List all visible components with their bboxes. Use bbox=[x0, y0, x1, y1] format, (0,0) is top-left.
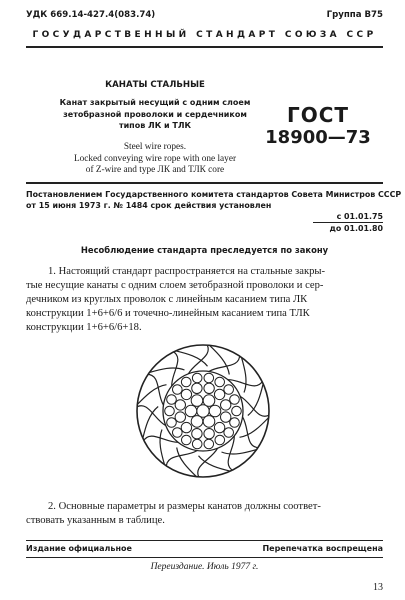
core-wire bbox=[181, 389, 191, 399]
paragraph-line: 1. Настоящий стандарт распространяется на стальные закры- bbox=[48, 266, 326, 277]
paragraph-line: ствовать указанным в таблице. bbox=[26, 515, 165, 526]
footer-rule-bottom bbox=[26, 557, 383, 558]
validity-divider bbox=[313, 222, 383, 223]
core-wire bbox=[224, 385, 234, 395]
z-wire-outline bbox=[207, 343, 229, 374]
core-wire bbox=[230, 418, 240, 428]
core-wire bbox=[175, 400, 185, 410]
decree-text bbox=[26, 190, 402, 211]
core-wire bbox=[192, 373, 202, 383]
core-wire bbox=[204, 383, 214, 393]
group-code: Группа В75 bbox=[326, 10, 383, 20]
core-wire bbox=[214, 422, 224, 432]
subtitle-en-line: Locked conveying wire rope with one layer bbox=[73, 153, 237, 164]
core-wire bbox=[175, 412, 185, 422]
validity-to: до 01.01.80 bbox=[329, 224, 383, 233]
reprint-prohibited: Перепечатка воспрещена bbox=[262, 544, 383, 553]
standard-title: КАНАТЫ СТАЛЬНЫЕ bbox=[105, 80, 205, 90]
core-wire bbox=[203, 416, 215, 428]
core-wire bbox=[221, 400, 231, 410]
reprint-note: Переиздание. Июль 1977 г. bbox=[150, 562, 259, 572]
standard-banner: ГОСУДАРСТВЕННЫЙ СТАНДАРТ СОЮЗА ССР bbox=[32, 30, 377, 40]
core-wire bbox=[192, 439, 202, 449]
core-wire bbox=[204, 429, 214, 439]
title-block-rule bbox=[26, 182, 383, 184]
core-wire bbox=[221, 412, 231, 422]
core-wire bbox=[191, 416, 203, 428]
core-wire bbox=[192, 429, 202, 439]
paragraph-parameters bbox=[26, 500, 383, 528]
core-wire bbox=[173, 428, 183, 438]
core-wire bbox=[191, 395, 203, 407]
decree-line: Постановлением Государственного комитета стандартов Совета Министров СССР bbox=[26, 190, 402, 199]
core-wire bbox=[173, 385, 183, 395]
z-wire-outline bbox=[135, 385, 166, 407]
rope-cross-section bbox=[132, 340, 274, 482]
core-wire bbox=[167, 395, 177, 405]
core-wire bbox=[232, 406, 242, 416]
standard-subtitle-ru bbox=[56, 97, 254, 132]
edition-label: Издание официальное bbox=[26, 544, 132, 553]
core-wire bbox=[215, 377, 225, 387]
paragraph-line: конструкции 1+6+6/6 и точечно-линейным касанием типа ТЛК bbox=[26, 308, 310, 319]
core-wire bbox=[192, 383, 202, 393]
standard-subtitle-en bbox=[44, 142, 266, 177]
core-wire bbox=[167, 418, 177, 428]
subtitle-ru-line: зетобразной проволоки и сердечником bbox=[63, 109, 247, 119]
legal-warning: Несоблюдение стандарта преследуется по закону bbox=[80, 245, 329, 255]
validity-from: с 01.01.75 bbox=[336, 212, 383, 221]
title-en-line: Steel wire ropes. bbox=[123, 142, 187, 152]
gost-label: ГОСТ bbox=[286, 103, 350, 127]
core-wire bbox=[214, 389, 224, 399]
paragraph-line: тые несущие канаты с одним слоем зетобразной проволоки и сер- bbox=[26, 280, 324, 291]
subtitle-en-line: of Z-wire and type ЛК and ТЛК core bbox=[85, 165, 225, 175]
paragraph-scope bbox=[26, 265, 383, 335]
core-wire bbox=[185, 405, 197, 417]
core-wire bbox=[209, 405, 221, 417]
core-wire bbox=[181, 377, 191, 387]
subtitle-ru-line: Канат закрытый несущий с одним слоем bbox=[59, 98, 251, 107]
paragraph-line: дечником из круглых проволок с линейным касанием типа ЛК bbox=[26, 294, 308, 305]
z-wire-outline bbox=[177, 448, 199, 479]
subtitle-ru-line: типов ЛК и ТЛК bbox=[118, 121, 192, 130]
core-wire bbox=[204, 373, 214, 383]
footer-rule bbox=[26, 540, 383, 541]
core-wire bbox=[203, 395, 215, 407]
paragraph-line: конструкции 1+6+6/6+18. bbox=[26, 322, 142, 333]
core-wire bbox=[165, 406, 175, 416]
paragraph-line: 2. Основные параметры и размеры канатов должны соответ- bbox=[48, 501, 321, 512]
udk-code: УДК 669.14-427.4(083.74) bbox=[26, 10, 156, 20]
core-wire bbox=[204, 439, 214, 449]
decree-line: от 15 июня 1973 г. № 1484 срок действия установлен bbox=[26, 200, 272, 210]
header-rule bbox=[26, 46, 383, 48]
core-wire bbox=[215, 435, 225, 445]
core-wire bbox=[182, 435, 192, 445]
core-wire bbox=[224, 428, 234, 438]
core-wire bbox=[181, 422, 191, 432]
page-number: 13 bbox=[373, 582, 383, 593]
core-wire bbox=[230, 395, 240, 405]
z-wire-outline bbox=[240, 415, 271, 437]
gost-number: 18900—73 bbox=[265, 127, 371, 148]
